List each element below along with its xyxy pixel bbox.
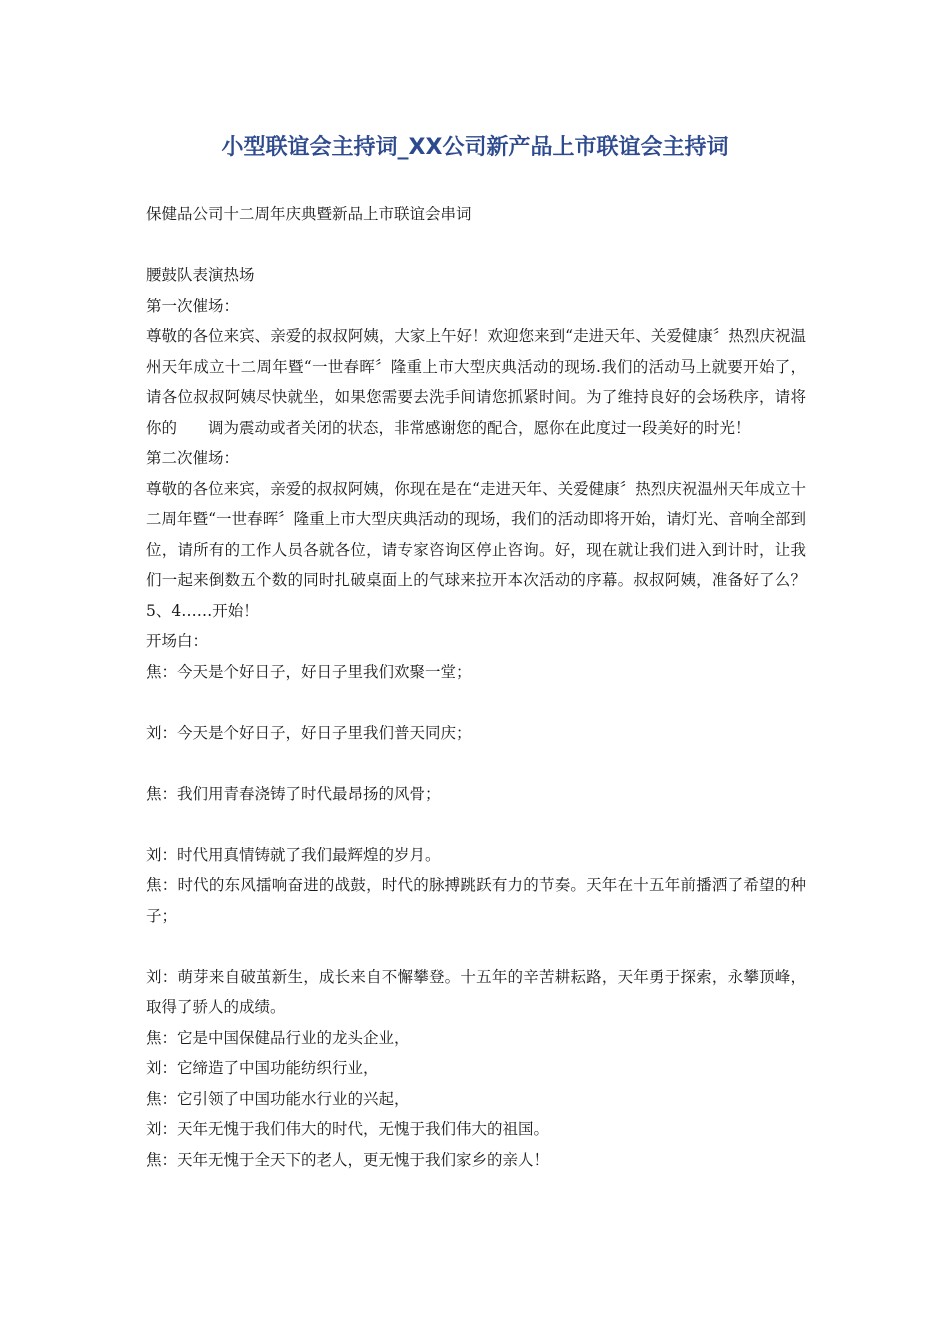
- paragraph: 开场白：: [146, 632, 209, 650]
- paragraph: 刘：时代用真情铸就了我们最辉煌的岁月。: [146, 845, 441, 864]
- paragraph: 焦：今天是个好日子，好日子里我们欢聚一堂；: [146, 662, 472, 681]
- spacer: [146, 230, 806, 261]
- paragraph: 刘：今天是个好日子，好日子里我们普天同庆；: [146, 723, 472, 742]
- paragraph: 第二次催场：: [146, 449, 240, 467]
- paragraph: 刘：天年无愧于我们伟大的时代，无愧于我们伟大的祖国。: [146, 1120, 550, 1138]
- spacer: [146, 809, 806, 840]
- document-body: [146, 199, 806, 1175]
- spacer: [146, 687, 806, 718]
- paragraph: 刘：它缔造了中国功能纺织行业，: [146, 1059, 379, 1077]
- document-title: 小型联谊会主持词_XX公司新产品上市联谊会主持词: [221, 135, 729, 160]
- paragraph: 焦：时代的东风擂响奋进的战鼓，时代的脉搏跳跃有力的节奏。天年在十五年前播洒了希望的种子；: [146, 876, 806, 925]
- paragraph: 焦：我们用青春浇铸了时代最昂扬的风骨；: [146, 784, 441, 803]
- paragraph: 焦：它引领了中国功能水行业的兴起，: [146, 1089, 410, 1108]
- paragraph: 第一次催场：: [146, 296, 240, 315]
- paragraph: 焦：它是中国保健品行业的龙头企业，: [146, 1028, 410, 1047]
- spacer: [146, 931, 806, 962]
- paragraph: 尊敬的各位来宾，亲爱的叔叔阿姨，你现在是在“走进天年、关爱健康〞热烈庆祝温州天年成立十二周年暨“一世春晖〞隆重上市大型庆典活动的现场，我们的活动即将开始，请灯光、音响全部到位，请所有的工作人员各就各位，请专家咨询区停止咨询。好，现在就让我们进入到计时，让我们一起来倒数五个数的同时扎破桌面上的气球来拉开本次活动的序幕。叔叔阿姨，准备好了么？5、4……开始！: [146, 479, 806, 620]
- paragraph: 刘：萌芽来自破茧新生，成长来自不懈攀登。十五年的辛苦耕耘路，天年勇于探索，永攀顶峰，取得了骄人的成绩。: [146, 967, 806, 1016]
- subtitle: 保健品公司十二周年庆典暨新品上市联谊会串词: [146, 205, 472, 223]
- paragraph: 尊敬的各位来宾、亲爱的叔叔阿姨，大家上午好！欢迎您来到“走进天年、关爱健康〞热烈庆祝温州天年成立十二周年暨“一世春晖〞隆重上市大型庆典活动的现场.我们的活动马上就要开始了，请各位叔叔阿姨尽快就坐，如果您需要去洗手间请您抓紧时间。为了维持良好的会场秩序，请将你的 调为震动或者关闭的状态，非常感谢您的配合，愿你在此度过一段美好的时光！: [146, 327, 806, 437]
- paragraph: 腰鼓队表演热场: [146, 266, 255, 284]
- spacer: [146, 748, 806, 779]
- paragraph: 焦：天年无愧于全天下的老人，更无愧于我们家乡的亲人！: [146, 1150, 550, 1169]
